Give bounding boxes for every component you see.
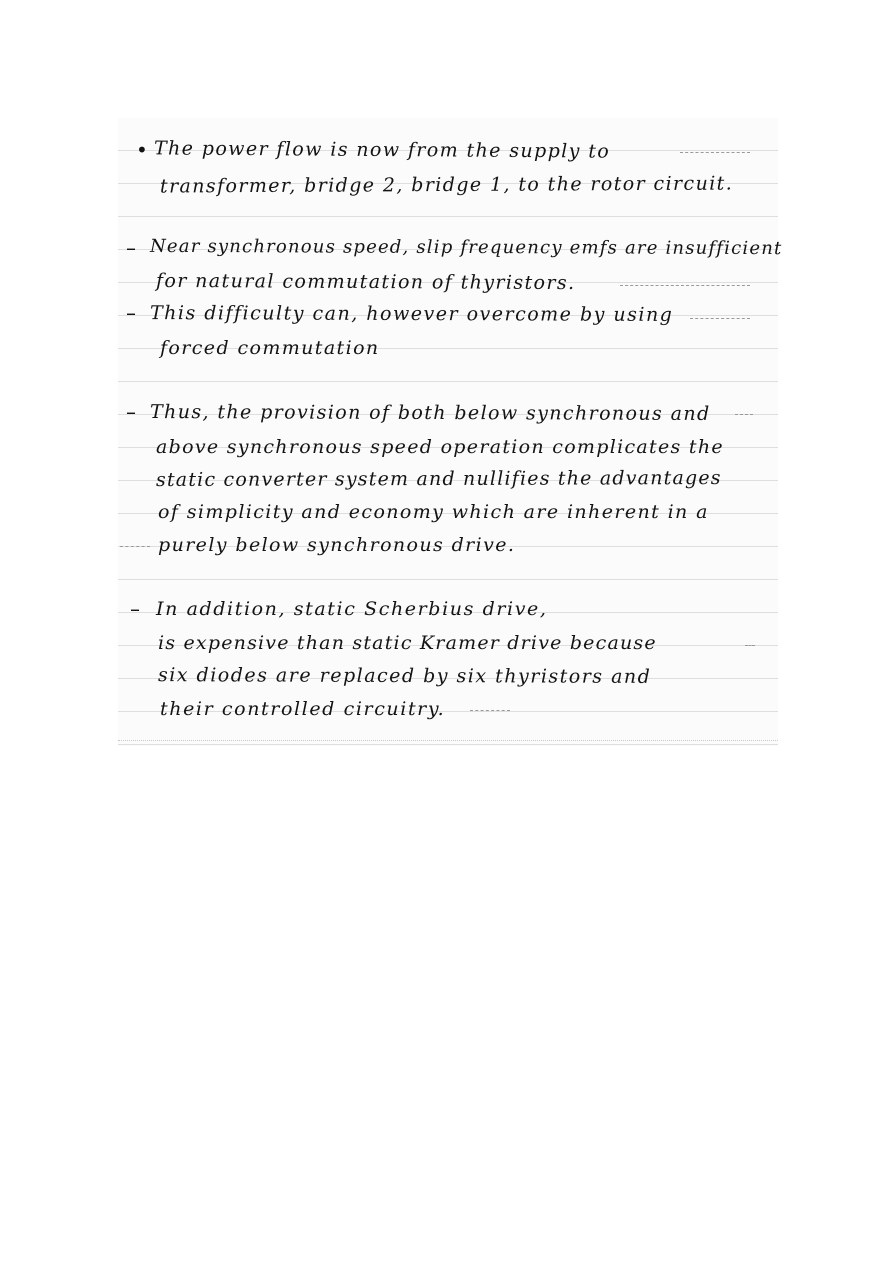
ruled-line-trail — [620, 285, 750, 286]
note-line: In addition, static Scherbius drive, — [156, 598, 548, 620]
ruled-line-trail — [680, 152, 750, 153]
ruled-line-trail — [690, 318, 750, 319]
ruled-line-trail — [745, 645, 755, 646]
dash-marker: – — [126, 236, 136, 260]
note-line: Thus, the provision of both below synchronous and — [149, 401, 711, 425]
dash-marker: – — [126, 400, 136, 424]
ruled-line-trail — [120, 546, 150, 547]
ruled-line-trail — [470, 710, 510, 711]
note-line: six diodes are replaced by six thyristors and — [157, 664, 652, 688]
note-line: their controlled circuitry. — [160, 698, 446, 720]
note-line: above synchronous speed operation complicates the — [156, 436, 724, 458]
dash-marker: – — [130, 597, 140, 621]
note-line: purely below synchronous drive. — [158, 534, 516, 556]
note-line: transformer, bridge 2, bridge 1, to the rotor circuit. — [159, 172, 734, 198]
note-line: for natural commutation of thyristors. — [155, 269, 576, 295]
note-line: This difficulty can, however overcome by using — [149, 302, 674, 326]
ruled-line-trail — [735, 414, 753, 415]
dash-marker: – — [126, 301, 136, 325]
note-line: of simplicity and economy which are inherent in a — [158, 501, 709, 523]
bullet-marker: • — [136, 138, 148, 162]
note-line: is expensive than static Kramer drive because — [158, 632, 657, 654]
note-line: Near synchronous speed, slip frequency emfs are insufficient — [149, 235, 783, 260]
note-line: The power flow is now from the supply to — [153, 137, 611, 163]
note-line: static converter system and nullifies the advantages — [155, 467, 722, 491]
note-line: forced commutation — [160, 337, 380, 359]
